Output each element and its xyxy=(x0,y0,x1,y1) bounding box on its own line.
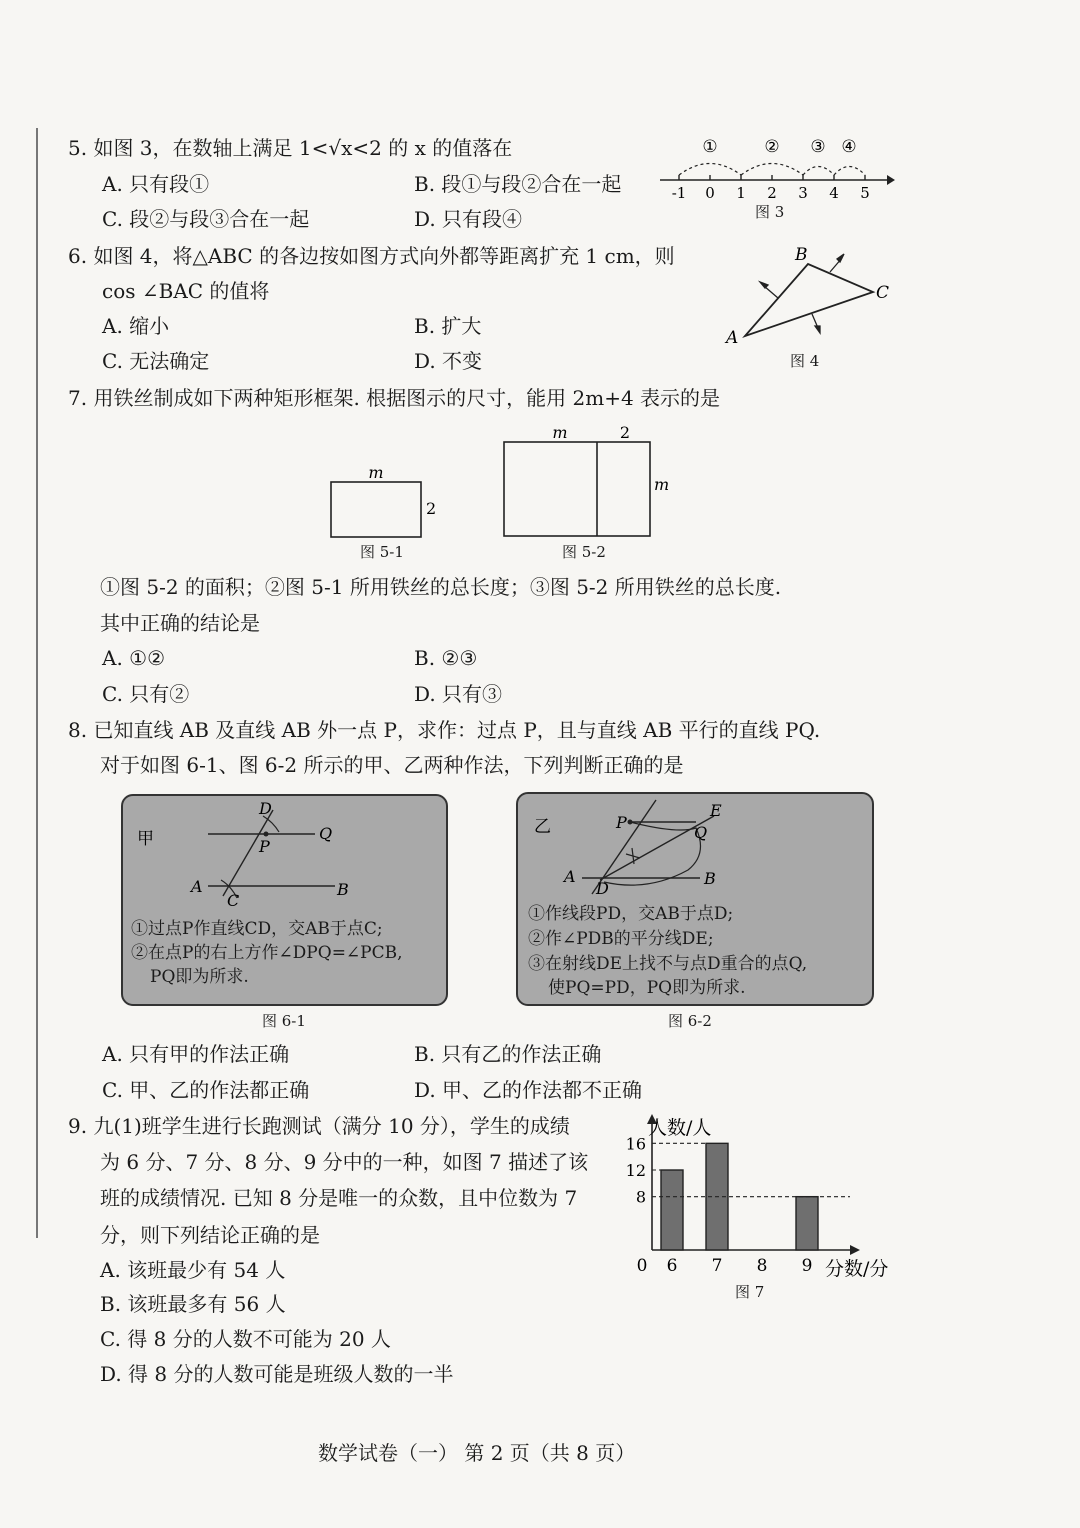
tick-label: 4 xyxy=(829,184,839,202)
figure-6-2-caption: 图 6-2 xyxy=(668,1012,712,1030)
segment-1-label: ① xyxy=(702,137,718,157)
q7-option-a[interactable]: A. ①② xyxy=(102,646,166,670)
q5-stem: 5. 如图 3，在数轴上满足 1<√x<2 的 x 的值落在 xyxy=(68,136,513,160)
q5-option-b[interactable]: B. 段①与段②合在一起 xyxy=(414,172,622,196)
construction-figure-yi xyxy=(518,794,868,904)
rectangle-figure-5-1 xyxy=(320,460,450,550)
yi-point-d: D xyxy=(596,879,609,898)
fig5-1-side-label: 2 xyxy=(426,499,437,518)
segment-2-label: ② xyxy=(764,137,780,157)
jia-step-3: PQ即为所求. xyxy=(150,967,249,987)
x-axis-label: 分数/分 xyxy=(825,1258,889,1280)
segment-3-label: ③ xyxy=(810,137,826,157)
q9-stem-line2: 为 6 分、7 分、8 分、9 分中的一种，如图 7 描述了该 xyxy=(100,1150,589,1174)
tick-label: -1 xyxy=(671,184,687,202)
tick-label: 2 xyxy=(767,184,777,202)
q7-option-c[interactable]: C. 只有② xyxy=(102,682,190,706)
fig5-2-top-m-label: m xyxy=(552,423,568,442)
jia-point-p: P xyxy=(259,837,270,856)
figure-7-caption: 图 7 xyxy=(735,1283,765,1301)
tick-label: 1 xyxy=(736,184,746,202)
figure-5-1-caption: 图 5-1 xyxy=(360,543,404,561)
tick-label: 3 xyxy=(798,184,808,202)
jia-point-d: D xyxy=(259,799,272,818)
tick-label: 0 xyxy=(705,184,715,202)
q7-ask: 其中正确的结论是 xyxy=(100,611,260,635)
binding-margin-line xyxy=(36,128,38,1238)
fig5-2-side-label: m xyxy=(654,475,670,494)
q6-stem-line1: 6. 如图 4，将△ABC 的各边按如图方式向外都等距离扩充 1 cm，则 xyxy=(68,244,675,268)
jia-point-b: B xyxy=(337,880,349,899)
tick-label: 5 xyxy=(860,184,870,202)
x-tick-label: 7 xyxy=(711,1256,723,1276)
q9-option-a[interactable]: A. 该班最少有 54 人 xyxy=(100,1258,286,1282)
yi-tag: 乙 xyxy=(534,817,551,837)
q6-option-d[interactable]: D. 不变 xyxy=(414,349,483,373)
bar-score-6 xyxy=(661,1170,683,1250)
construction-figure-jia xyxy=(123,796,443,910)
q7-option-d[interactable]: D. 只有③ xyxy=(414,682,503,706)
yi-point-e: E xyxy=(710,801,722,820)
rectangle-figure-5-2 xyxy=(490,418,680,543)
vertex-a-label: A xyxy=(726,328,739,348)
q9-option-d[interactable]: D. 得 8 分的人数可能是班级人数的一半 xyxy=(100,1362,454,1386)
figure-6-1-caption: 图 6-1 xyxy=(262,1012,306,1030)
yi-step-4: 使PQ=PD，PQ即为所求. xyxy=(548,978,746,998)
q9-stem-line4: 分，则下列结论正确的是 xyxy=(100,1223,320,1247)
q8-option-d[interactable]: D. 甲、乙的作法都不正确 xyxy=(414,1078,643,1102)
q8-option-c[interactable]: C. 甲、乙的作法都正确 xyxy=(102,1078,310,1102)
segment-4-label: ④ xyxy=(841,137,857,157)
fig5-1-top-label: m xyxy=(368,463,384,482)
q7-statements: ①图 5-2 的面积；②图 5-1 所用铁丝的总长度；③图 5-2 所用铁丝的总长度. xyxy=(100,575,782,599)
q5-option-c[interactable]: C. 段②与段③合在一起 xyxy=(102,207,310,231)
q8-option-a[interactable]: A. 只有甲的作法正确 xyxy=(102,1042,290,1066)
q7-stem: 7. 用铁丝制成如下两种矩形框架. 根据图示的尺寸，能用 2m+4 表示的是 xyxy=(68,386,721,410)
jia-step-2: ②在点P的右上方作∠DPQ=∠PCB, xyxy=(131,943,403,963)
jia-point-q: Q xyxy=(319,824,333,843)
q8-option-b[interactable]: B. 只有乙的作法正确 xyxy=(414,1042,602,1066)
y-axis-label: 人数/人 xyxy=(648,1117,712,1139)
number-line-figure xyxy=(655,130,895,210)
fig5-2-top-2-label: 2 xyxy=(619,423,631,442)
yi-step-2: ②作∠PDB的平分线DE; xyxy=(528,929,714,949)
score-bar-chart xyxy=(610,1110,900,1310)
y-tick-label: 8 xyxy=(635,1187,646,1207)
origin-label: 0 xyxy=(636,1256,648,1276)
jia-point-a: A xyxy=(191,877,203,896)
y-tick-label: 16 xyxy=(625,1134,646,1154)
vertex-b-label: B xyxy=(795,245,808,265)
figure-5-2-caption: 图 5-2 xyxy=(562,543,606,561)
q6-option-a[interactable]: A. 缩小 xyxy=(102,314,170,338)
yi-point-p: P xyxy=(616,813,627,832)
q6-option-c[interactable]: C. 无法确定 xyxy=(102,349,210,373)
q8-stem-line2: 对于如图 6-1、图 6-2 所示的甲、乙两种作法，下列判断正确的是 xyxy=(100,753,684,777)
x-tick-label: 8 xyxy=(756,1256,768,1276)
q6-option-b[interactable]: B. 扩大 xyxy=(414,314,482,338)
jia-point-c: C xyxy=(227,891,240,910)
q5-option-a[interactable]: A. 只有段① xyxy=(102,172,210,196)
q6-stem-line2: cos ∠BAC 的值将 xyxy=(102,279,270,303)
figure-3-caption: 图 3 xyxy=(755,203,785,221)
yi-point-q: Q xyxy=(694,823,708,842)
q9-stem-line1: 9. 九(1)班学生进行长跑测试（满分 10 分），学生的成绩 xyxy=(68,1114,570,1138)
q7-option-b[interactable]: B. ②③ xyxy=(414,646,478,670)
vertex-c-label: C xyxy=(876,283,890,303)
figure-4-caption: 图 4 xyxy=(790,352,820,370)
q9-option-c[interactable]: C. 得 8 分的人数不可能为 20 人 xyxy=(100,1327,391,1351)
x-tick-label: 6 xyxy=(666,1256,678,1276)
jia-tag: 甲 xyxy=(137,829,154,849)
q8-stem-line1: 8. 已知直线 AB 及直线 AB 外一点 P，求作：过点 P，且与直线 AB 平行的直线 PQ. xyxy=(68,718,821,742)
page-footer: 数学试卷（一） 第 2 页（共 8 页） xyxy=(318,1441,636,1465)
yi-step-1: ①作线段PD，交AB于点D; xyxy=(528,904,734,924)
yi-point-b: B xyxy=(704,869,716,888)
q9-option-b[interactable]: B. 该班最多有 56 人 xyxy=(100,1292,286,1316)
q5-option-d[interactable]: D. 只有段④ xyxy=(414,207,523,231)
yi-point-a: A xyxy=(564,867,576,886)
jia-step-1: ①过点P作直线CD，交AB于点C; xyxy=(131,919,383,939)
yi-step-3: ③在射线DE上找不与点D重合的点Q, xyxy=(528,954,808,974)
y-tick-label: 12 xyxy=(625,1161,646,1180)
x-tick-label: 9 xyxy=(801,1256,813,1276)
triangle-figure xyxy=(720,240,900,350)
q9-stem-line3: 班的成绩情况. 已知 8 分是唯一的众数，且中位数为 7 xyxy=(100,1186,578,1210)
bar-score-9 xyxy=(796,1197,818,1250)
